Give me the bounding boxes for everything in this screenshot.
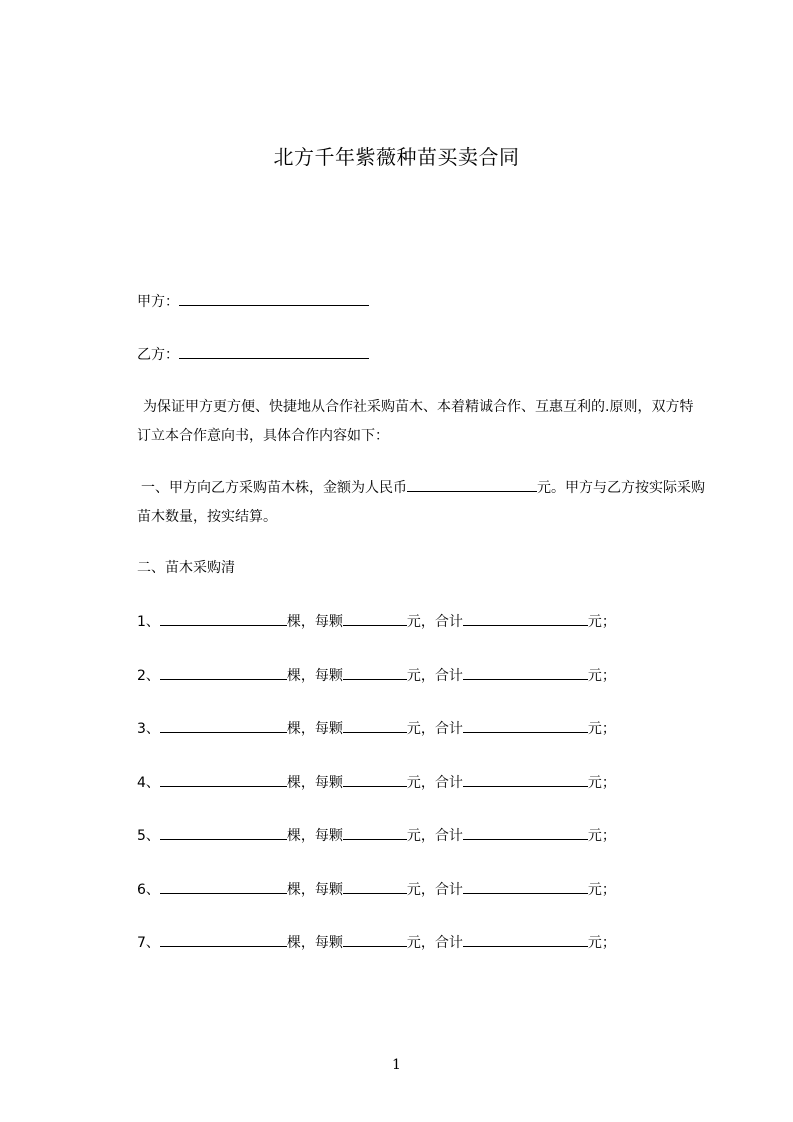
total-label: 元，合计: [406, 828, 463, 844]
list-item: [137, 611, 616, 632]
unit-label: 棵，每颗: [286, 935, 343, 951]
total-blank[interactable]: [463, 718, 588, 733]
price-blank[interactable]: [343, 879, 407, 894]
unit-label: 棵，每颗: [286, 614, 343, 630]
total-label: 元，合计: [406, 881, 463, 898]
item-number: 2、: [137, 667, 160, 684]
list-item: [137, 772, 616, 793]
item-number: 5、: [137, 828, 160, 844]
quantity-blank[interactable]: [160, 932, 287, 947]
end-label: 元；: [587, 614, 616, 630]
party-a-line: [137, 291, 369, 312]
price-blank[interactable]: [343, 718, 407, 733]
page-number: 1: [392, 1057, 401, 1073]
total-blank[interactable]: [463, 665, 588, 680]
list-item: [137, 825, 616, 846]
item-number: 4、: [137, 774, 160, 791]
quantity-blank[interactable]: [160, 825, 287, 840]
party-a-label: 甲方：: [137, 294, 179, 310]
item-number: 7、: [137, 935, 160, 951]
item-number: 6、: [137, 881, 160, 898]
list-item: [137, 879, 616, 900]
total-blank[interactable]: [463, 879, 588, 894]
clause-1-paragraph: [137, 474, 707, 532]
unit-label: 棵，每颗: [286, 667, 343, 684]
price-blank[interactable]: [343, 611, 407, 626]
total-blank[interactable]: [463, 611, 588, 626]
unit-label: 棵，每颗: [286, 881, 343, 898]
intro-paragraph: [137, 393, 707, 451]
end-label: 元；: [587, 828, 616, 844]
quantity-blank[interactable]: [160, 879, 287, 894]
unit-label: 棵，每颗: [286, 721, 343, 737]
unit-label: 棵，每颗: [286, 774, 343, 791]
quantity-blank[interactable]: [160, 772, 287, 787]
party-b-label: 乙方：: [137, 347, 179, 363]
total-blank[interactable]: [463, 932, 588, 947]
amount-blank[interactable]: [407, 477, 537, 492]
end-label: 元；: [587, 721, 616, 737]
clause-1-prefix: 一、甲方向乙方采购苗木株，金额为人民币: [141, 480, 407, 496]
list-item: [137, 932, 616, 953]
party-a-blank[interactable]: [179, 291, 369, 306]
intro-text: 为保证甲方更方便、快捷地从合作社采购苗木、本着精诚合作、互惠互利的.原则，双方特订立本合作意向书，具体合作内容如下：: [137, 399, 694, 444]
page-title: 北方千年紫薇种苗买卖合同: [273, 145, 520, 169]
total-label: 元，合计: [406, 935, 463, 951]
clause-1-suffix: 元。甲方与乙方按实际采购苗木数量，按实结算。: [137, 480, 705, 525]
list-item: [137, 665, 616, 686]
total-blank[interactable]: [463, 825, 588, 840]
unit-label: 棵，每颗: [286, 828, 343, 844]
price-blank[interactable]: [343, 932, 407, 947]
item-number: 3、: [137, 721, 160, 737]
end-label: 元；: [587, 774, 616, 791]
price-blank[interactable]: [343, 825, 407, 840]
list-item: [137, 718, 616, 739]
end-label: 元；: [587, 667, 616, 684]
price-blank[interactable]: [343, 665, 407, 680]
party-b-blank[interactable]: [179, 344, 369, 359]
total-label: 元，合计: [406, 667, 463, 684]
quantity-blank[interactable]: [160, 665, 287, 680]
party-b-line: [137, 344, 369, 365]
total-label: 元，合计: [406, 614, 463, 630]
quantity-blank[interactable]: [160, 718, 287, 733]
total-label: 元，合计: [406, 774, 463, 791]
price-blank[interactable]: [343, 772, 407, 787]
end-label: 元；: [587, 881, 616, 898]
total-blank[interactable]: [463, 772, 588, 787]
clause-2-heading: 二、苗木采购清: [137, 560, 235, 576]
total-label: 元，合计: [406, 721, 463, 737]
quantity-blank[interactable]: [160, 611, 287, 626]
item-number: 1、: [137, 614, 160, 630]
end-label: 元；: [587, 935, 616, 951]
